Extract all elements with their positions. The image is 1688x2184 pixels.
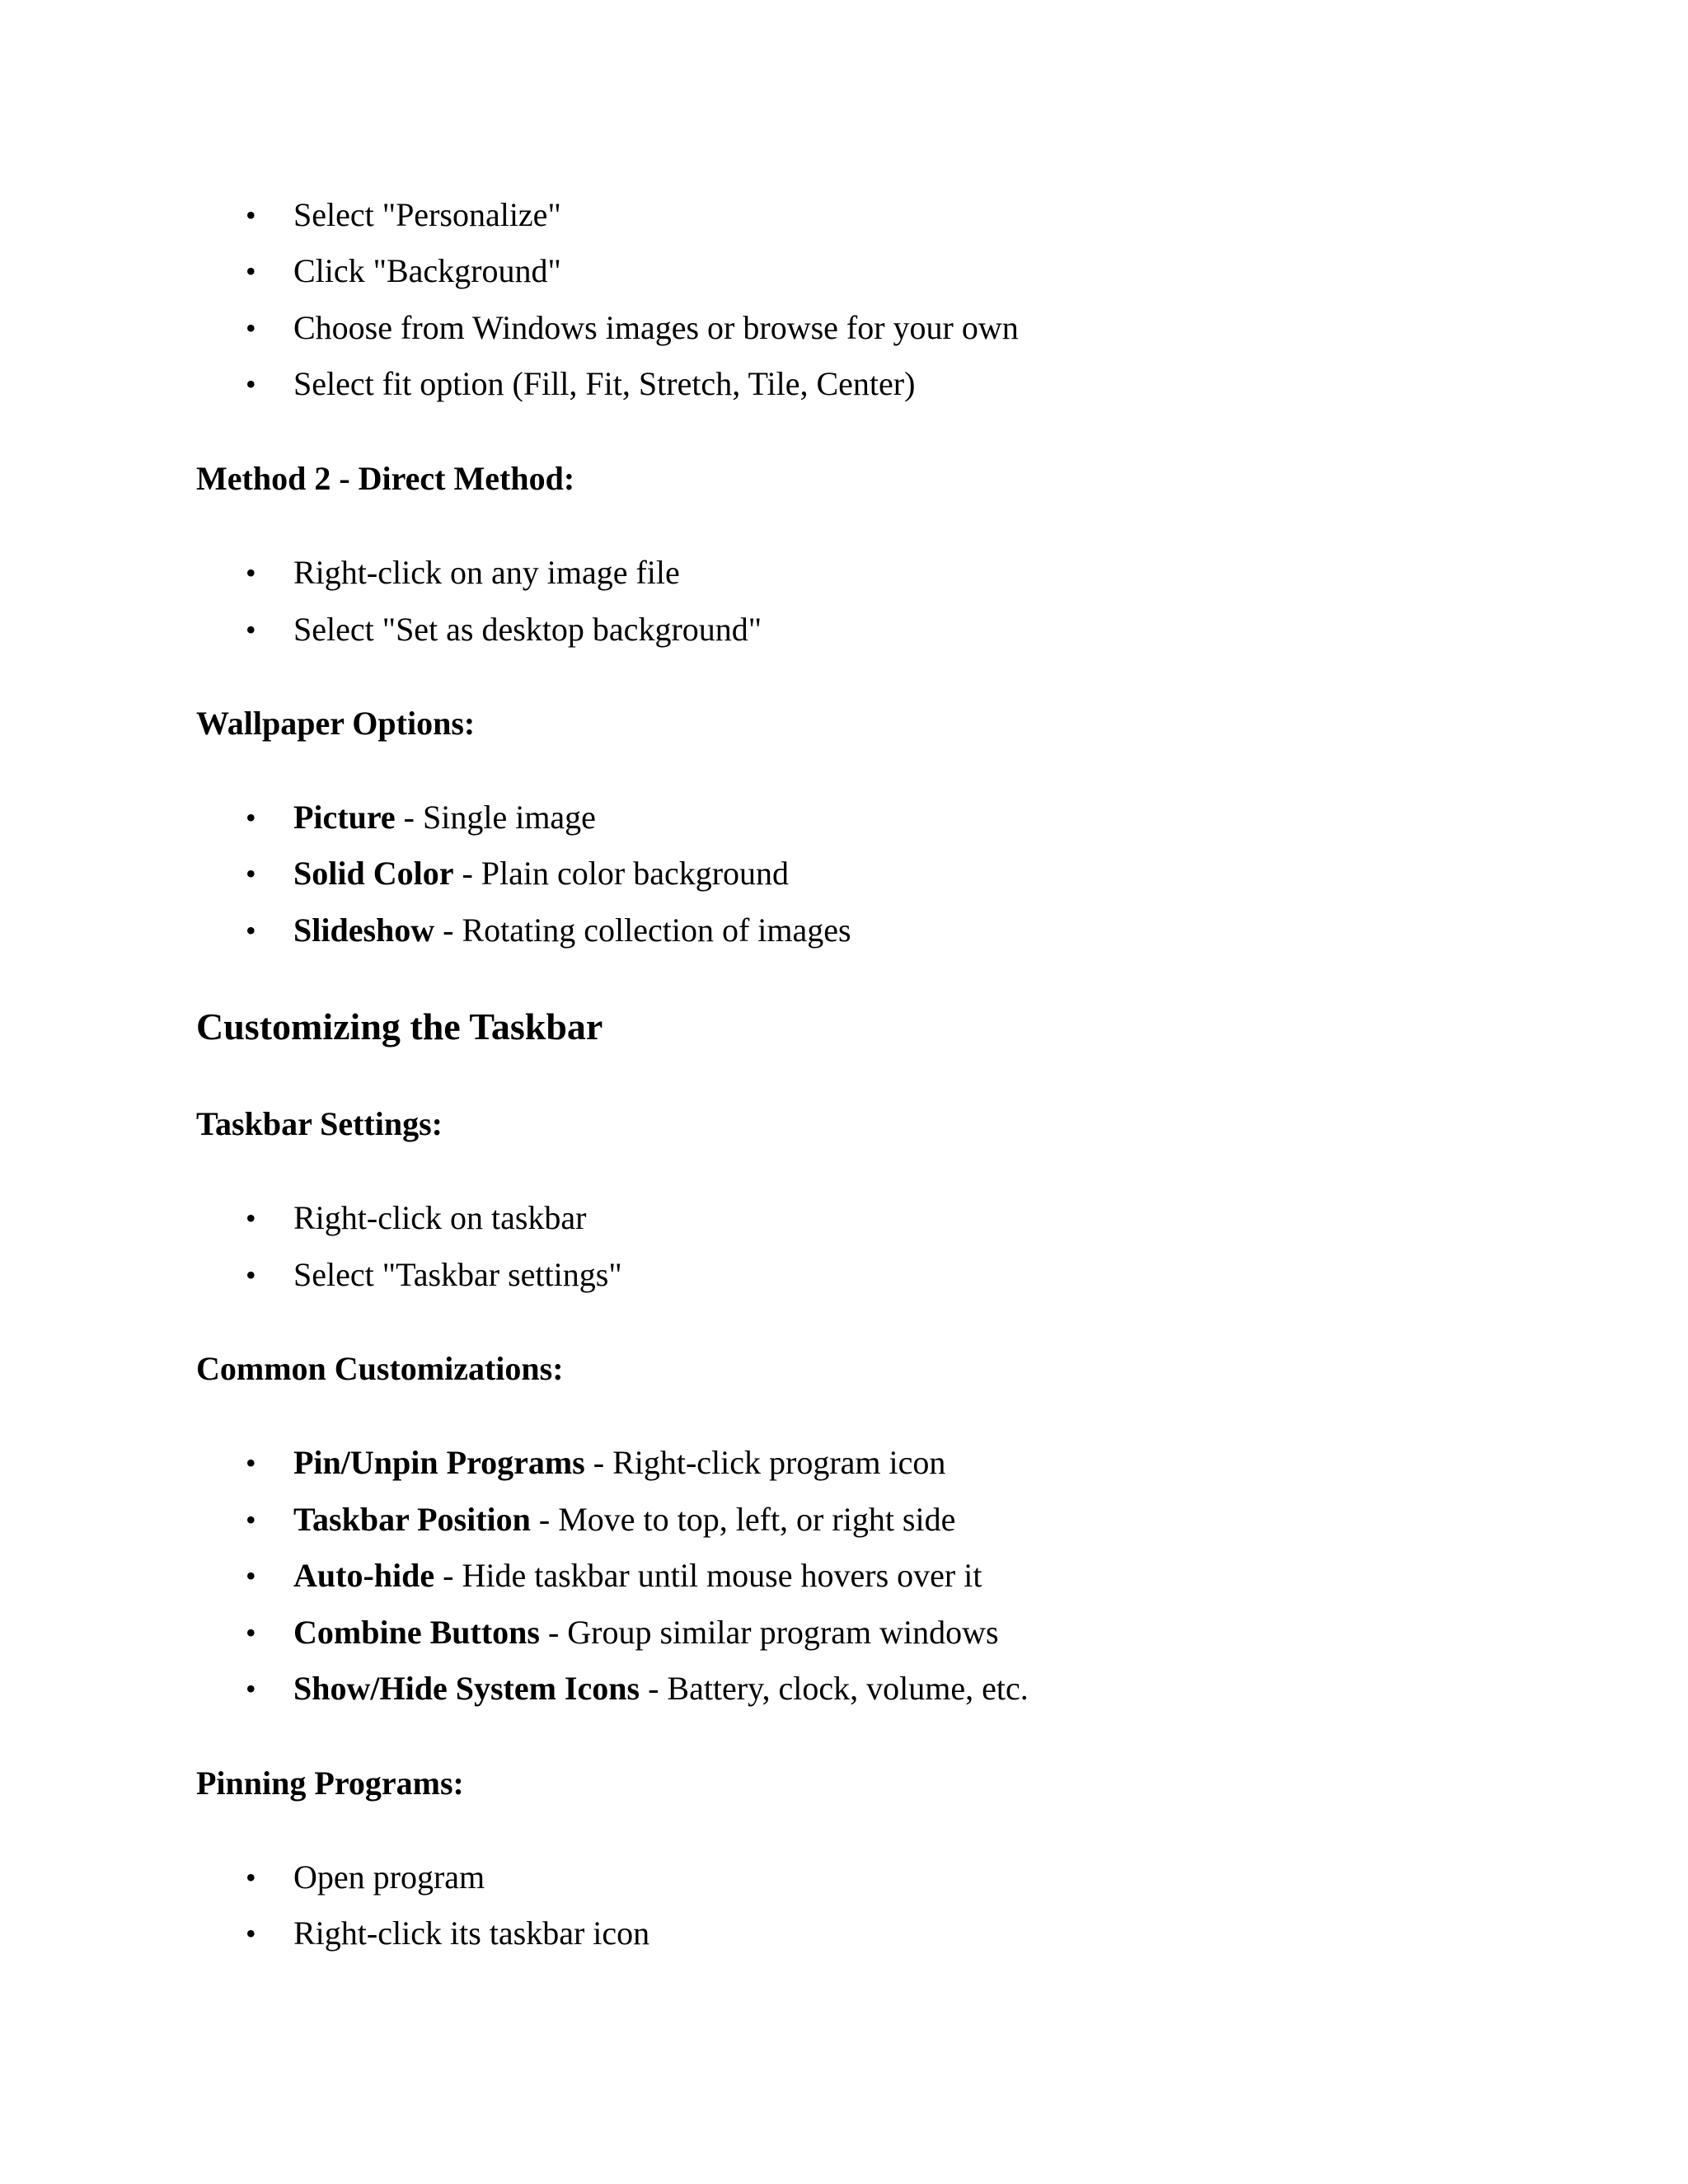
option-description: - Plain color background [453,855,790,892]
option-term: Picture [293,799,396,836]
list-item [246,610,762,649]
list-item [246,1858,485,1897]
list-item [246,553,680,593]
list-item-text: Choose from Windows images or browse for your own [293,309,1019,346]
bullet-icon: • [246,556,256,589]
bullet-icon: • [246,1672,256,1705]
list-item [246,251,561,291]
bullet-icon: • [246,368,256,401]
list-item [246,1443,946,1483]
option-description: - Rotating collection of images [434,912,851,949]
option-term: Pin/Unpin Programs [293,1444,585,1481]
list-item-text: Select fit option (Fill, Fit, Stretch, Tile, Center) [293,365,916,402]
list-item-text: Click "Background" [293,252,561,289]
method-2-heading: Method 2 - Direct Method: [196,460,575,497]
pinning-programs-heading: Pinning Programs: [196,1765,464,1802]
common-customizations-heading: Common Customizations: [196,1350,564,1387]
bullet-icon: • [246,1559,256,1592]
list-item [246,1198,587,1238]
list-item-text: Select "Set as desktop background" [293,611,762,648]
list-item [246,1669,1029,1708]
bullet-icon: • [246,255,256,288]
bullet-icon: • [246,801,256,834]
wallpaper-options-heading: Wallpaper Options: [196,705,476,742]
list-item [246,364,916,404]
option-term: Combine Buttons [293,1614,540,1651]
list-item [246,1556,982,1596]
list-item [246,1500,956,1540]
list-item [246,1613,999,1652]
option-description: - Hide taskbar until mouse hovers over it [434,1557,982,1594]
bullet-icon: • [246,1616,256,1649]
option-description: - Right-click program icon [584,1444,946,1481]
option-description: - Single image [395,799,596,836]
option-description: - Move to top, left, or right side [530,1501,956,1538]
bullet-icon: • [246,1258,256,1291]
list-item [246,911,851,950]
option-term: Show/Hide System Icons [293,1670,640,1707]
option-term: Slideshow [293,912,435,949]
option-term: Solid Color [293,855,454,892]
bullet-icon: • [246,312,256,344]
list-item [246,798,596,837]
list-item-text: Open program [293,1858,485,1896]
option-description: - Group similar program windows [539,1614,999,1651]
bullet-icon: • [246,613,256,646]
list-item [246,308,1019,348]
option-description: - Battery, clock, volume, etc. [640,1670,1029,1707]
list-item-text: Right-click its taskbar icon [293,1915,650,1952]
bullet-icon: • [246,1917,256,1950]
bullet-icon: • [246,857,256,890]
bullet-icon: • [246,1503,256,1536]
taskbar-settings-heading: Taskbar Settings: [196,1105,443,1142]
bullet-icon: • [246,1446,256,1479]
bullet-icon: • [246,1202,256,1235]
list-item-text: Right-click on any image file [293,554,680,591]
bullet-icon: • [246,199,256,232]
section-title: Customizing the Taskbar [196,1005,603,1047]
bullet-icon: • [246,914,256,947]
bullet-icon: • [246,1861,256,1894]
list-item [246,195,561,235]
option-term: Taskbar Position [293,1501,531,1538]
option-term: Auto-hide [293,1557,435,1594]
list-item [246,1255,622,1295]
list-item-text: Right-click on taskbar [293,1199,587,1236]
list-item [246,854,790,893]
list-item-text: Select "Taskbar settings" [293,1256,622,1293]
list-item [246,1914,650,1953]
list-item-text: Select "Personalize" [293,196,561,233]
